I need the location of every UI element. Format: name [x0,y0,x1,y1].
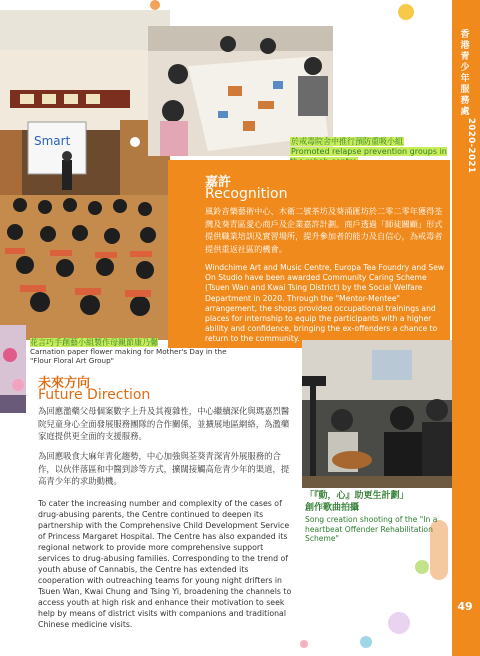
song-shooting-image [302,340,452,488]
decor-dot [388,612,410,634]
recognition-body-zh: 風鈴音樂藝術中心、木衛二號茶坊及葵涌匯坊於二零二零年獲得荃灣及葵青區愛心商戶及企業嘉許計劃。商戶透過「師徒關顧」形式提供職業培訓及實習場所，提升參加者的能力及自信心，為戒毒者提供重返社區的機會。 [205,206,443,254]
recognition-body-en: Windchime Art and Music Centre, Europa Tea Foundry and Sew On Studio have been awarded Community Caring Scheme (Tsuen Wan and Kwai Tsing District) by the Social Welfare Department in 2020. Through the "Mentor-Mentee" arrangement, the shops provided occupational trainings and places for internship to equip the participants with a higher ability and confidence, bringing the ex-offenders a chance to return to the community. [205,263,445,344]
future-title-en: Future Direction [38,387,151,403]
recognition-title-zh: 嘉許 [205,175,232,190]
music-caption-en: Song creation shooting of the "In a heartbeat Offender Rehabilitation Scheme" [305,515,438,543]
flower-caption-zh: 花言巧手創藝小組製作母親節康乃馨 [30,338,158,347]
music-caption-zh-line2: 創作歌曲拍攝 [305,503,360,513]
decor-dot [398,4,414,20]
flower-image [0,325,26,413]
flower-caption-en: Carnation paper flower making for Mother's Day in the "Flour Floral Art Group" [30,347,227,365]
photo-song-shooting [302,340,452,488]
recognition-title-en: Recognition [205,186,288,202]
school-hall-image [0,10,170,340]
future-body-en: To cater the increasing number and complexity of the cases of drug-abusing parents, the Centre continued to deepen its partnership with the Comprehensive Child Development Service of Princess Margaret Hospital. The Centre has also expanded its regional network to provide more comprehensive support services to drug-abusing families. Corresponding to the trend of youth abuse of Cannabis, the Centre has extended its cooperation with outreaching teams for young night drifters in Tsuen Wan, Kwai Chung and Tsing Yi, broadening the channels to access youth at high risk and enhance their motivation to seek help by means of district visits with companions and traditional Chinese medicine visits. [38,499,292,629]
photo-flower-making [0,325,26,413]
music-caption-zh-line1: 「『動，心』助更生計劃」 [305,491,409,501]
rehab-caption-en: Promoted relapse prevention groups in [290,147,447,166]
photo-school-hall [0,10,170,340]
future-para2-zh: 為回應吸食大麻年青化趨勢，中心加強與荃葵青深宵外展服務的合作，以伙伴落區和中醫到診等方式，擴闊接觸高危青少年的渠道，提高青少年的求助動機。 [38,451,290,486]
future-title-zh: 未來方向 [38,376,91,391]
decor-dot [150,0,160,10]
decor-dot [360,636,372,648]
side-org-title: 香 港 青 少 年 服 務 處 [460,30,470,117]
hall-screen-text: Smart [34,134,71,148]
decor-dot [300,640,308,648]
music-caption-zh [305,490,450,514]
rehab-caption-zh: 於戒毒院舍中推行預防重吸小組 [291,137,403,146]
future-para1-zh: 為回應濫藥父母個案數字上升及其複雜性，中心繼續深化與瑪嘉烈醫院兒童身心全面發展服務團隊的合作關係，並擴展地區網絡，為濫藥家庭提供更全面的支援服務。 [38,406,290,441]
page-number: 49 [457,600,473,613]
flower-caption [30,338,235,365]
side-year: 2020-2021 [466,118,476,174]
decor-dot [415,560,429,574]
